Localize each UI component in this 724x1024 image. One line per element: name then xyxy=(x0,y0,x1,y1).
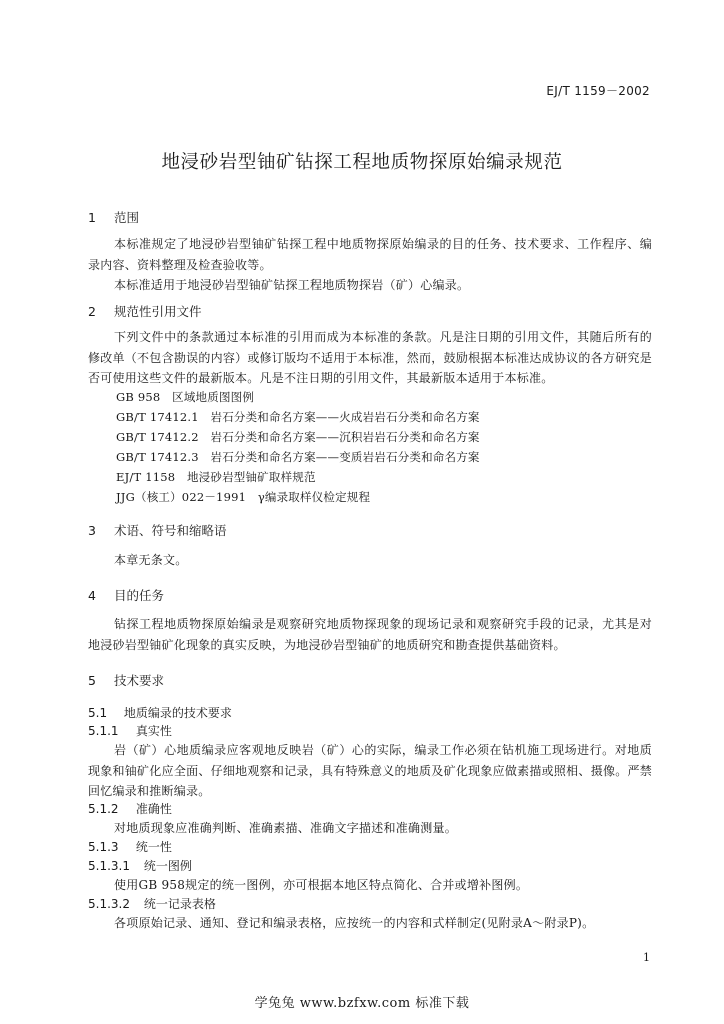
section-2-heading xyxy=(88,302,202,320)
section-number: 2 xyxy=(88,304,96,319)
section-title: 目的任务 xyxy=(113,588,164,603)
section-4-heading xyxy=(88,586,164,604)
subsection-5-1-3-2-heading xyxy=(88,895,216,912)
subsection-5-1-1-heading xyxy=(88,722,172,739)
subsection-5-1-2-text: 对地质现象应准确判断、准确素描、准确文字描述和准确测量。 xyxy=(114,821,458,835)
reference-item: GB/T 17412.3 岩石分类和命名方案——变质岩岩石分类和命名方案 xyxy=(116,450,480,464)
subsection-number: 5.1.3.1 xyxy=(88,859,130,873)
subsection-number: 5.1 xyxy=(88,706,108,720)
reference-item: JJG（核工）022－1991 γ编录取样仪检定规程 xyxy=(116,490,371,504)
section-4-body xyxy=(88,614,652,655)
subsection-title: 统一图例 xyxy=(143,859,192,873)
subsection-title: 准确性 xyxy=(135,802,172,816)
reference-item: GB/T 17412.1 岩石分类和命名方案——火成岩岩石分类和命名方案 xyxy=(116,410,480,424)
subsection-number: 5.1.1 xyxy=(88,724,119,738)
subsection-title: 统一记录表格 xyxy=(143,897,216,911)
section-number: 5 xyxy=(88,673,96,688)
reference-item: GB 958 区域地质图图例 xyxy=(116,390,255,404)
subsection-number: 5.1.3.2 xyxy=(88,897,130,911)
section-3-heading xyxy=(88,521,227,539)
paragraph: 本标准规定了地浸砂岩型铀矿钻探工程中地质物探原始编录的目的任务、技术要求、工作程序、编录内容、资料整理及检查验收等。 xyxy=(88,237,652,272)
section-number: 4 xyxy=(88,588,96,603)
subsection-5-1-2-heading xyxy=(88,800,172,817)
section-title: 规范性引用文件 xyxy=(113,304,202,319)
section-number: 1 xyxy=(88,210,96,225)
section-number: 3 xyxy=(88,523,96,538)
subsection-title: 真实性 xyxy=(135,724,172,738)
subsection-number: 5.1.3 xyxy=(88,840,119,854)
subsection-title: 地质编录的技术要求 xyxy=(123,706,232,720)
section-1-heading xyxy=(88,208,139,226)
section-title: 范围 xyxy=(113,210,139,225)
document-title: 地浸砂岩型铀矿钻探工程地质物探原始编录规范 xyxy=(161,152,563,173)
subsection-5-1-1-body xyxy=(88,740,652,802)
subsection-5-1-3-2-text: 各项原始记录、通知、登记和编录表格，应按统一的内容和式样制定(见附录A～附录P)。 xyxy=(114,916,595,930)
reference-item: GB/T 17412.2 岩石分类和命名方案——沉积岩岩石分类和命名方案 xyxy=(116,430,480,444)
paragraph: 钻探工程地质物探原始编录是观察研究地质物探现象的现场记录和观察研究手段的记录，尤其是对地浸砂岩型铀矿化现象的真实反映，为地浸砂岩型铀矿的地质研究和勘查提供基础资料。 xyxy=(88,617,652,652)
subsection-5-1-3-1-text: 使用GB 958规定的统一图例，亦可根据本地区特点简化、合并或增补图例。 xyxy=(114,878,529,892)
section-1-body xyxy=(88,234,652,296)
paragraph: 本标准适用于地浸砂岩型铀矿钻探工程地质物探岩（矿）心编录。 xyxy=(114,278,470,292)
section-title: 技术要求 xyxy=(113,673,164,688)
section-5-heading xyxy=(88,671,164,689)
section-2-body xyxy=(88,327,652,389)
subsection-title: 统一性 xyxy=(135,840,172,854)
paragraph: 岩（矿）心地质编录应客观地反映岩（矿）心的实际，编录工作必须在钻机施工现场进行。对地质现象和铀矿化应全面、仔细地观察和记录，具有特殊意义的地质及矿化现象应做素描或照相、摄像。严禁回忆编录和推断编录。 xyxy=(88,743,652,798)
standard-number: EJ/T 1159－2002 xyxy=(546,84,650,98)
paragraph: 下列文件中的条款通过本标准的引用而成为本标准的条款。凡是注日期的引用文件，其随后所有的修改单（不包含勘误的内容）或修订版均不适用于本标准，然而，鼓励根据本标准达成协议的各方研究是否可使用这些文件的最新版本。凡是不注日期的引用文件，其最新版本适用于本标准。 xyxy=(88,330,652,385)
subsection-5-1-heading xyxy=(88,704,232,721)
subsection-5-1-3-heading xyxy=(88,838,172,855)
reference-item: EJ/T 1158 地浸砂岩型铀矿取样规范 xyxy=(116,470,316,484)
watermark-footer: 学兔兔 www.bzfxw.com 标准下载 xyxy=(254,996,470,1011)
subsection-5-1-3-1-heading xyxy=(88,857,192,874)
page-number: 1 xyxy=(643,951,650,964)
section-3-text: 本章无条文。 xyxy=(114,553,188,567)
section-title: 术语、符号和缩略语 xyxy=(113,523,227,538)
subsection-number: 5.1.2 xyxy=(88,802,119,816)
